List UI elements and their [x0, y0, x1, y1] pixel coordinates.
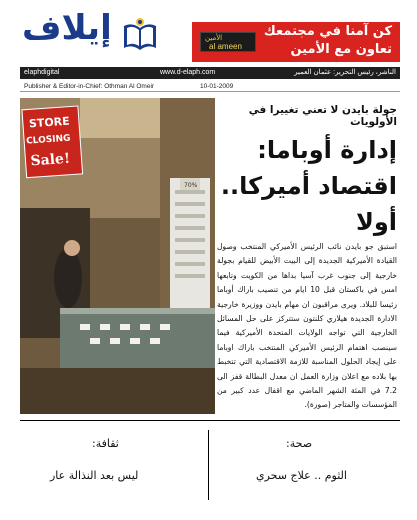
al-ameen-logo [200, 32, 256, 52]
info-bar [20, 67, 400, 79]
title-line-2: اقتصاد أميركا.. [220, 172, 397, 200]
masthead [0, 0, 417, 64]
title-line-3: أولا [355, 208, 397, 236]
ad-brand-ar: الأمين [205, 34, 223, 42]
culture-headline-link[interactable]: ليس بعد النذالة عار [50, 469, 139, 482]
sign-line-3: Sale! [30, 150, 71, 170]
section-divider [20, 420, 400, 421]
article-photo[interactable] [20, 98, 215, 414]
publisher-ar: الناشر، رئيس التحرير: عثمان العمير [294, 69, 396, 76]
publisher-en: Publisher & Editor-in-Chief: Othman Al Omeir [24, 83, 155, 90]
advertisement-banner[interactable] [192, 22, 400, 62]
open-book-icon [120, 16, 160, 54]
issue-date: 10-01-2009 [200, 83, 234, 90]
health-section-label: صحة: [286, 437, 313, 450]
article-title[interactable] [217, 132, 397, 240]
column-divider [208, 430, 209, 500]
website-link[interactable]: www.d-elaph.com [160, 69, 216, 76]
sign-line-2: CLOSING [25, 133, 71, 147]
publisher-bar [20, 82, 400, 92]
ad-headline: كن آمنا في مجتمعك [263, 24, 392, 39]
sign-line-1: STORE [28, 114, 71, 131]
culture-section-label: ثقافة: [92, 437, 119, 450]
article-subtitle: جولة بايدن لا تعني تغييرا في الأولويات [248, 104, 397, 128]
logo-text: إيلاف [22, 8, 112, 48]
ad-brand-en: al ameen [209, 42, 242, 51]
title-line-1: إدارة أوباما: [257, 136, 397, 164]
article-body: استبق جو بايدن نائب الرئيس الأميركي المنتخب وصول القيادة الأميركية الجديدة إلى البيت الأبيض للقيام بجولة خارجية إلى جنوب غرب آسيا بداها من الكويت وتابعها امس في باكستان قبل 10 ايام من تنصيب باراك أوباما رئيسا للبلاد. ويرى مراقبون ان مهام بايدن ووزيرة خارجية الادارة الجديدة هيلاري كلنتون ستتركز على حل المسائل الخارجية التي تواجه الولايات المتحدة الأميركية فيما سينصب اهتمام الرئيس الأميركي المنتخب باراك اوباما على إيجاد الحلول المناسبة للازمة الاقتصادية التي تتخبط بها بلاده مع اعلان وزارة العمل ان معدل البطالة قفز الى 7.2 في المئة الشهر الماضي مع اقفال عدد كبير من المؤسسات والمتاجر (صورة). [217, 242, 397, 410]
elaph-logo[interactable] [22, 8, 160, 54]
photo-price-tag: 70% [184, 182, 198, 189]
ad-subline: تعاون مع الأمين [290, 42, 392, 57]
health-headline-link[interactable]: الثوم .. علاج سحري [256, 469, 347, 482]
brand-label: elaphdigital [24, 69, 60, 76]
